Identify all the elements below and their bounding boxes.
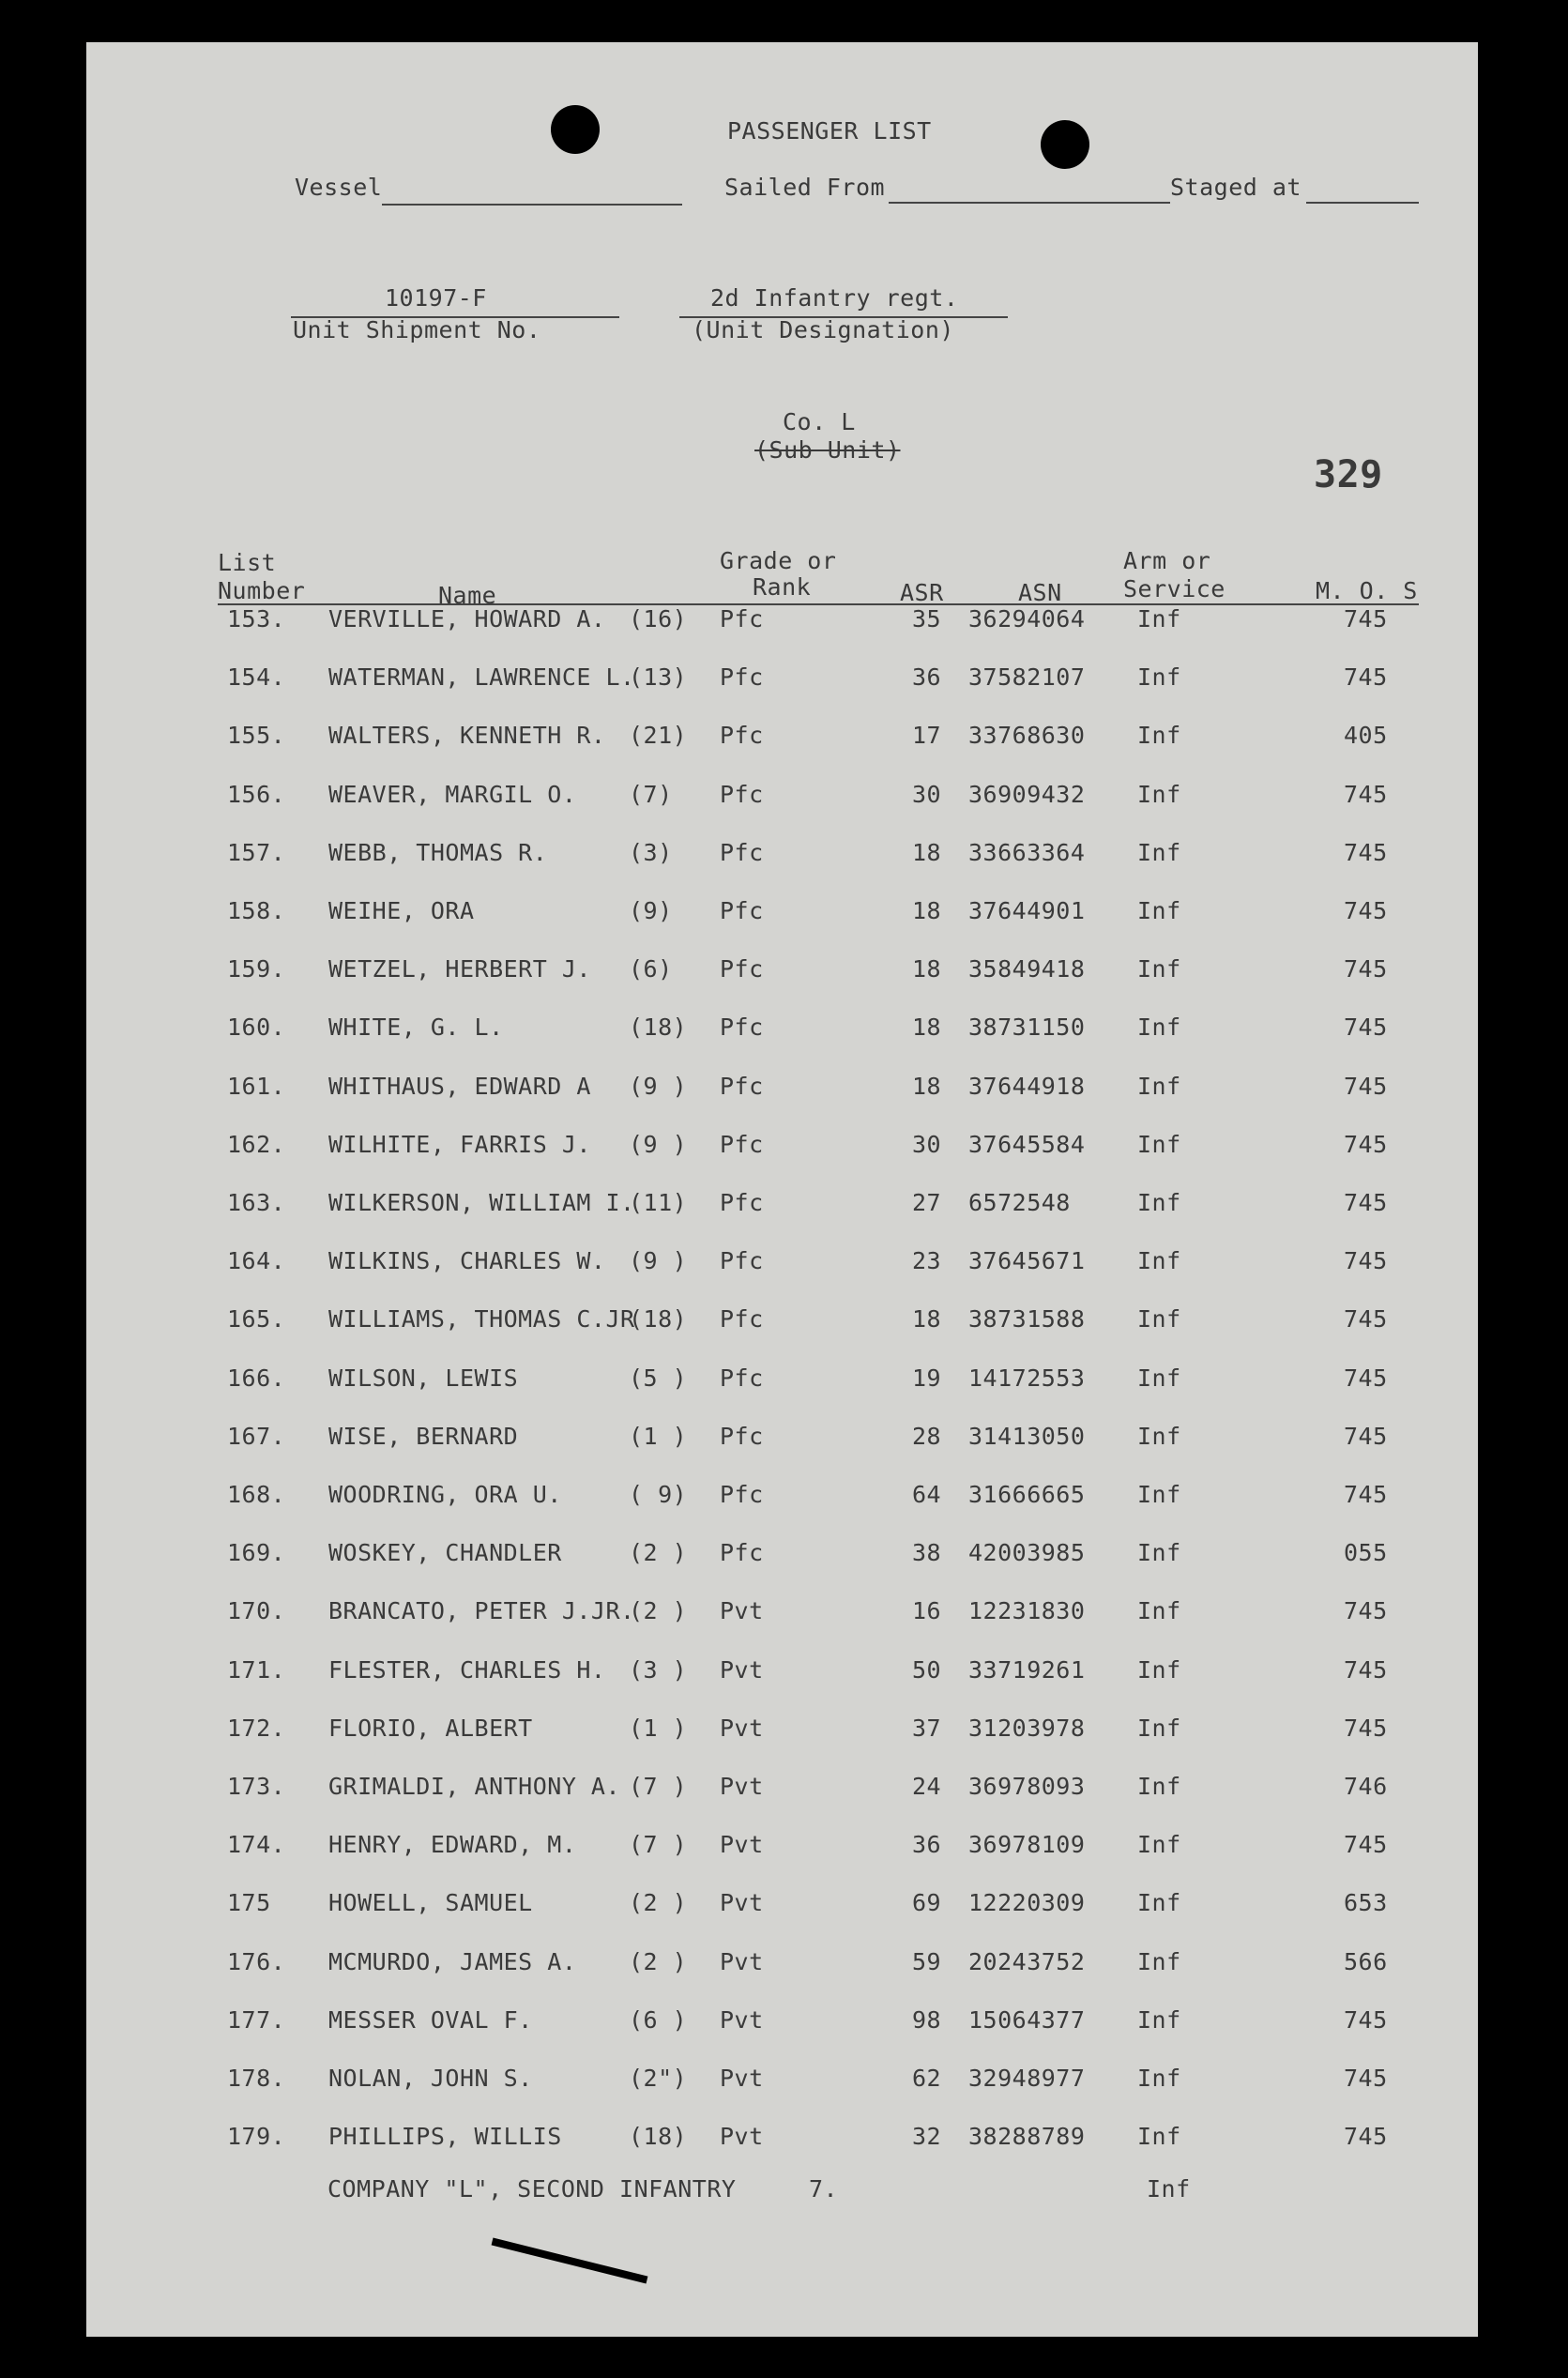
col-mos-label: M. O. S (1316, 577, 1418, 604)
name-cell: FLORIO, ALBERT (328, 1714, 533, 1742)
mos-cell: 745 (1344, 897, 1388, 924)
arm-cell: Inf (1137, 2065, 1181, 2092)
arm-cell: Inf (1137, 1072, 1181, 1100)
asr-cell: 18 (912, 897, 942, 924)
grade-cell: Pvt (720, 1889, 764, 1917)
arm-cell: Inf (1137, 1597, 1181, 1625)
col-arm-label: Arm or (1123, 547, 1211, 574)
arm-cell: Inf (1137, 1831, 1181, 1859)
asn-cell: 12231830 (968, 1597, 1086, 1625)
arm-cell: Inf (1137, 1422, 1181, 1450)
asr-cell: 18 (912, 1305, 942, 1334)
list-number-cell: 153. (227, 605, 286, 633)
mos-cell: 745 (1344, 1481, 1388, 1508)
arm-cell: Inf (1137, 1773, 1181, 1800)
asr-cell: 62 (912, 2065, 942, 2092)
grade-cell: Pfc (720, 1481, 764, 1508)
list-number-cell: 170. (227, 1597, 286, 1625)
grade-cell: Pvt (720, 1947, 764, 1975)
list-number-cell: 168. (227, 1481, 286, 1508)
list-number-cell: 161. (227, 1072, 286, 1100)
vessel-line (382, 204, 682, 206)
mos-cell: 055 (1344, 1539, 1388, 1567)
asn-cell: 37644918 (968, 1072, 1086, 1100)
grade-cell: Pfc (720, 1364, 764, 1392)
list-number-cell: 167. (227, 1422, 286, 1450)
asn-cell: 38288789 (968, 2123, 1086, 2151)
name-cell: MCMURDO, JAMES A. (328, 1947, 577, 1975)
name-cell: NOLAN, JOHN S. (328, 2065, 533, 2092)
table-row (86, 1423, 1478, 1455)
asn-cell: 36909432 (968, 780, 1086, 808)
asr-cell: 19 (912, 1364, 942, 1392)
list-number-cell: 179. (227, 2123, 286, 2151)
name-cell: WOSKEY, CHANDLER (328, 1539, 562, 1567)
list-number-cell: 178. (227, 2065, 286, 2092)
table-row (86, 2123, 1478, 2155)
asn-cell: 36294064 (968, 605, 1086, 633)
asn-cell: 36978109 (968, 1831, 1086, 1859)
table-row (86, 1247, 1478, 1279)
col-number-label: Number (218, 577, 306, 604)
asr-cell: 64 (912, 1481, 942, 1508)
mos-cell: 745 (1344, 955, 1388, 983)
name-cell: WILLIAMS, THOMAS C.JR (328, 1305, 635, 1334)
mos-cell: 745 (1344, 2005, 1388, 2034)
grade-cell: Pfc (720, 780, 764, 808)
footer-arm: Inf (1147, 2175, 1191, 2203)
count-cell: (7 ) (629, 1773, 688, 1800)
name-cell: WEAVER, MARGIL O. (328, 780, 577, 808)
col-rank-label: Rank (753, 573, 812, 601)
list-number-cell: 169. (227, 1539, 286, 1567)
count-cell: (6 ) (629, 2005, 688, 2034)
count-cell: (1 ) (629, 1422, 688, 1450)
table-row (86, 1948, 1478, 1980)
asr-cell: 30 (912, 1130, 942, 1158)
mos-cell: 745 (1344, 605, 1388, 633)
mos-cell: 745 (1344, 1655, 1388, 1684)
grade-cell: Pfc (720, 1539, 764, 1567)
unit-designation: 2d Infantry regt. (710, 284, 959, 312)
list-number-cell: 176. (227, 1947, 286, 1975)
grade-cell: Pvt (720, 2065, 764, 2092)
count-cell: (7 ) (629, 1831, 688, 1859)
arm-cell: Inf (1137, 1539, 1181, 1567)
table-row (86, 605, 1478, 637)
name-cell: VERVILLE, HOWARD A. (328, 605, 606, 633)
mos-cell: 745 (1344, 1130, 1388, 1158)
asn-cell: 31413050 (968, 1422, 1086, 1450)
asn-cell: 36978093 (968, 1773, 1086, 1800)
grade-cell: Pfc (720, 1422, 764, 1450)
grade-cell: Pvt (720, 2005, 764, 2034)
staged-at-line (1306, 202, 1419, 204)
mos-cell: 746 (1344, 1773, 1388, 1800)
list-number-cell: 173. (227, 1773, 286, 1800)
name-cell: WISE, BERNARD (328, 1422, 519, 1450)
table-row (86, 1831, 1478, 1863)
count-cell: (16) (629, 605, 688, 633)
passenger-list-page (86, 42, 1478, 2337)
name-cell: WEIHE, ORA (328, 897, 475, 924)
sub-unit-label: (Sub Unit) (754, 436, 901, 464)
count-cell: (3 ) (629, 1655, 688, 1684)
count-cell: (3) (629, 838, 673, 866)
grade-cell: Pfc (720, 663, 764, 692)
sub-unit: Co. L (783, 408, 856, 435)
name-cell: WETZEL, HERBERT J. (328, 955, 591, 983)
asn-cell: 42003985 (968, 1539, 1086, 1567)
list-number-cell: 166. (227, 1364, 286, 1392)
count-cell: (6) (629, 955, 673, 983)
list-number-cell: 156. (227, 780, 286, 808)
asr-cell: 18 (912, 1014, 942, 1042)
list-number-cell: 171. (227, 1655, 286, 1684)
grade-cell: Pfc (720, 1305, 764, 1334)
asr-cell: 38 (912, 1539, 942, 1567)
grade-cell: Pvt (720, 2123, 764, 2151)
table-row (86, 1597, 1478, 1629)
page-number: 329 (1314, 453, 1383, 496)
arm-cell: Inf (1137, 1655, 1181, 1684)
table-row (86, 1014, 1478, 1045)
table-row (86, 897, 1478, 929)
arm-cell: Inf (1137, 1889, 1181, 1917)
asn-cell: 14172553 (968, 1364, 1086, 1392)
grade-cell: Pfc (720, 1014, 764, 1042)
name-cell: WHITE, G. L. (328, 1014, 504, 1042)
mos-cell: 745 (1344, 1072, 1388, 1100)
list-number-cell: 165. (227, 1305, 286, 1334)
table-row (86, 722, 1478, 754)
count-cell: (9 ) (629, 1130, 688, 1158)
grade-cell: Pfc (720, 838, 764, 866)
unit-shipment-no: 10197-F (385, 284, 487, 312)
arm-cell: Inf (1137, 1364, 1181, 1392)
mos-cell: 745 (1344, 1422, 1388, 1450)
arm-cell: Inf (1137, 838, 1181, 866)
name-cell: HOWELL, SAMUEL (328, 1889, 533, 1917)
arm-cell: Inf (1137, 780, 1181, 808)
asn-cell: 37582107 (968, 663, 1086, 692)
count-cell: (11) (629, 1189, 688, 1216)
asr-cell: 30 (912, 780, 942, 808)
asn-cell: 33768630 (968, 722, 1086, 750)
asr-cell: 37 (912, 1714, 942, 1742)
asr-cell: 69 (912, 1889, 942, 1917)
name-cell: WOODRING, ORA U. (328, 1481, 562, 1508)
mos-cell: 745 (1344, 1714, 1388, 1742)
arm-cell: Inf (1137, 1130, 1181, 1158)
count-cell: (21) (629, 722, 688, 750)
count-cell: (18) (629, 2123, 688, 2151)
punch-hole-right (1041, 120, 1089, 169)
list-number-cell: 158. (227, 897, 286, 924)
asn-cell: 38731150 (968, 1014, 1086, 1042)
count-cell: (7) (629, 780, 673, 808)
col-name-label: Name (438, 582, 497, 609)
name-cell: WATERMAN, LAWRENCE L. (328, 663, 635, 692)
asn-cell: 33719261 (968, 1655, 1086, 1684)
mos-cell: 745 (1344, 1014, 1388, 1042)
mos-cell: 745 (1344, 1247, 1388, 1275)
asn-cell: 6572548 (968, 1189, 1071, 1216)
table-row (86, 1305, 1478, 1337)
asn-cell: 38731588 (968, 1305, 1086, 1334)
list-number-cell: 157. (227, 838, 286, 866)
mos-cell: 745 (1344, 2123, 1388, 2151)
asr-cell: 24 (912, 1773, 942, 1800)
footer-company: COMPANY "L", SECOND INFANTRY (327, 2175, 737, 2203)
asn-cell: 33663364 (968, 838, 1086, 866)
arm-cell: Inf (1137, 663, 1181, 692)
arm-cell: Inf (1137, 2123, 1181, 2151)
asn-cell: 32948977 (968, 2065, 1086, 2092)
sailed-from-line (889, 202, 1170, 204)
grade-cell: Pfc (720, 1247, 764, 1275)
table-row (86, 1715, 1478, 1746)
mos-cell: 745 (1344, 838, 1388, 866)
grade-cell: Pvt (720, 1773, 764, 1800)
count-cell: (9 ) (629, 1247, 688, 1275)
asr-cell: 98 (912, 2005, 942, 2034)
asr-cell: 35 (912, 605, 942, 633)
asr-cell: 36 (912, 1831, 942, 1859)
table-row (86, 1539, 1478, 1571)
list-number-cell: 164. (227, 1247, 286, 1275)
name-cell: WILKINS, CHARLES W. (328, 1247, 606, 1275)
col-asn-label: ASN (1018, 579, 1062, 606)
mos-cell: 745 (1344, 1597, 1388, 1625)
table-row (86, 1481, 1478, 1513)
asn-cell: 12220309 (968, 1889, 1086, 1917)
asr-cell: 27 (912, 1189, 942, 1216)
list-number-cell: 162. (227, 1130, 286, 1158)
list-number-cell: 154. (227, 663, 286, 692)
table-row (86, 955, 1478, 987)
asn-cell: 37645584 (968, 1130, 1086, 1158)
asn-cell: 20243752 (968, 1947, 1086, 1975)
grade-cell: Pfc (720, 1130, 764, 1158)
name-cell: WILSON, LEWIS (328, 1364, 519, 1392)
count-cell: ( 9) (629, 1481, 688, 1508)
arm-cell: Inf (1137, 1481, 1181, 1508)
table-row (86, 663, 1478, 695)
col-grade-label: Grade or (720, 547, 837, 574)
asr-cell: 18 (912, 1072, 942, 1100)
asn-cell: 15064377 (968, 2005, 1086, 2034)
arm-cell: Inf (1137, 1014, 1181, 1042)
unit-shipment-label: Unit Shipment No. (293, 316, 541, 343)
table-row (86, 1656, 1478, 1688)
grade-cell: Pfc (720, 1072, 764, 1100)
table-row (86, 1773, 1478, 1805)
count-cell: (2 ) (629, 1889, 688, 1917)
count-cell: (2 ) (629, 1539, 688, 1567)
count-cell: (5 ) (629, 1364, 688, 1392)
asn-cell: 35849418 (968, 955, 1086, 983)
count-cell: (2 ) (629, 1947, 688, 1975)
grade-cell: Pfc (720, 897, 764, 924)
table-row (86, 1073, 1478, 1105)
table-row (86, 1189, 1478, 1221)
asr-cell: 17 (912, 722, 942, 750)
count-cell: (9 ) (629, 1072, 688, 1100)
count-cell: (1 ) (629, 1714, 688, 1742)
table-row (86, 1131, 1478, 1163)
vessel-label: Vessel (295, 174, 383, 201)
asr-cell: 28 (912, 1422, 942, 1450)
name-cell: FLESTER, CHARLES H. (328, 1655, 606, 1684)
arm-cell: Inf (1137, 955, 1181, 983)
list-number-cell: 155. (227, 722, 286, 750)
list-number-cell: 172. (227, 1714, 286, 1742)
count-cell: (9) (629, 897, 673, 924)
name-cell: WHITHAUS, EDWARD A (328, 1072, 591, 1100)
count-cell: (18) (629, 1305, 688, 1334)
col-list-label: List (218, 549, 277, 576)
count-cell: (13) (629, 663, 688, 692)
torn-edge (492, 2238, 648, 2284)
count-cell: (2") (629, 2065, 688, 2092)
name-cell: WALTERS, KENNETH R. (328, 722, 606, 750)
arm-cell: Inf (1137, 1247, 1181, 1275)
table-row (86, 839, 1478, 871)
mos-cell: 653 (1344, 1889, 1388, 1917)
grade-cell: Pfc (720, 605, 764, 633)
list-number-cell: 177. (227, 2005, 286, 2034)
count-cell: (2 ) (629, 1597, 688, 1625)
table-row (86, 1364, 1478, 1396)
mos-cell: 405 (1344, 722, 1388, 750)
footer-count: 7. (809, 2175, 839, 2203)
asr-cell: 50 (912, 1655, 942, 1684)
grade-cell: Pvt (720, 1714, 764, 1742)
arm-cell: Inf (1137, 1714, 1181, 1742)
list-number-cell: 159. (227, 955, 286, 983)
name-cell: GRIMALDI, ANTHONY A. (328, 1773, 621, 1800)
mos-cell: 745 (1344, 1364, 1388, 1392)
mos-cell: 745 (1344, 1189, 1388, 1216)
asn-cell: 37644901 (968, 897, 1086, 924)
asr-cell: 18 (912, 955, 942, 983)
mos-cell: 745 (1344, 780, 1388, 808)
asr-cell: 18 (912, 838, 942, 866)
mos-cell: 745 (1344, 2065, 1388, 2092)
arm-cell: Inf (1137, 1189, 1181, 1216)
arm-cell: Inf (1137, 722, 1181, 750)
arm-cell: Inf (1137, 1305, 1181, 1334)
unit-designation-label: (Unit Designation) (692, 316, 954, 343)
table-row (86, 2065, 1478, 2096)
table-row (86, 781, 1478, 813)
count-cell: (18) (629, 1014, 688, 1042)
list-number-cell: 163. (227, 1189, 286, 1216)
col-service-label: Service (1123, 575, 1225, 602)
arm-cell: Inf (1137, 605, 1181, 633)
col-asr-label: ASR (900, 579, 944, 606)
arm-cell: Inf (1137, 1947, 1181, 1975)
name-cell: PHILLIPS, WILLIS (328, 2123, 562, 2151)
punch-hole-left (551, 105, 600, 154)
grade-cell: Pvt (720, 1597, 764, 1625)
mos-cell: 745 (1344, 1831, 1388, 1859)
mos-cell: 745 (1344, 1305, 1388, 1334)
asr-cell: 32 (912, 2123, 942, 2151)
name-cell: HENRY, EDWARD, M. (328, 1831, 577, 1859)
asr-cell: 16 (912, 1597, 942, 1625)
name-cell: MESSER OVAL F. (328, 2005, 533, 2034)
grade-cell: Pfc (720, 955, 764, 983)
name-cell: WEBB, THOMAS R. (328, 838, 548, 866)
arm-cell: Inf (1137, 897, 1181, 924)
grade-cell: Pvt (720, 1655, 764, 1684)
document-title: PASSENGER LIST (727, 117, 932, 145)
table-row (86, 2006, 1478, 2038)
asn-cell: 37645671 (968, 1247, 1086, 1275)
grade-cell: Pvt (720, 1831, 764, 1859)
asr-cell: 36 (912, 663, 942, 692)
list-number-cell: 175 (227, 1889, 271, 1917)
grade-cell: Pfc (720, 722, 764, 750)
staged-at-label: Staged at (1170, 174, 1302, 201)
sailed-from-label: Sailed From (724, 174, 886, 201)
name-cell: WILKERSON, WILLIAM I. (328, 1189, 635, 1216)
asr-cell: 23 (912, 1247, 942, 1275)
name-cell: BRANCATO, PETER J.JR. (328, 1597, 635, 1625)
arm-cell: Inf (1137, 2005, 1181, 2034)
mos-cell: 566 (1344, 1947, 1388, 1975)
asn-cell: 31203978 (968, 1714, 1086, 1742)
table-row (86, 1889, 1478, 1921)
grade-cell: Pfc (720, 1189, 764, 1216)
list-number-cell: 174. (227, 1831, 286, 1859)
mos-cell: 745 (1344, 663, 1388, 692)
asn-cell: 31666665 (968, 1481, 1086, 1508)
name-cell: WILHITE, FARRIS J. (328, 1130, 591, 1158)
list-number-cell: 160. (227, 1014, 286, 1042)
asr-cell: 59 (912, 1947, 942, 1975)
